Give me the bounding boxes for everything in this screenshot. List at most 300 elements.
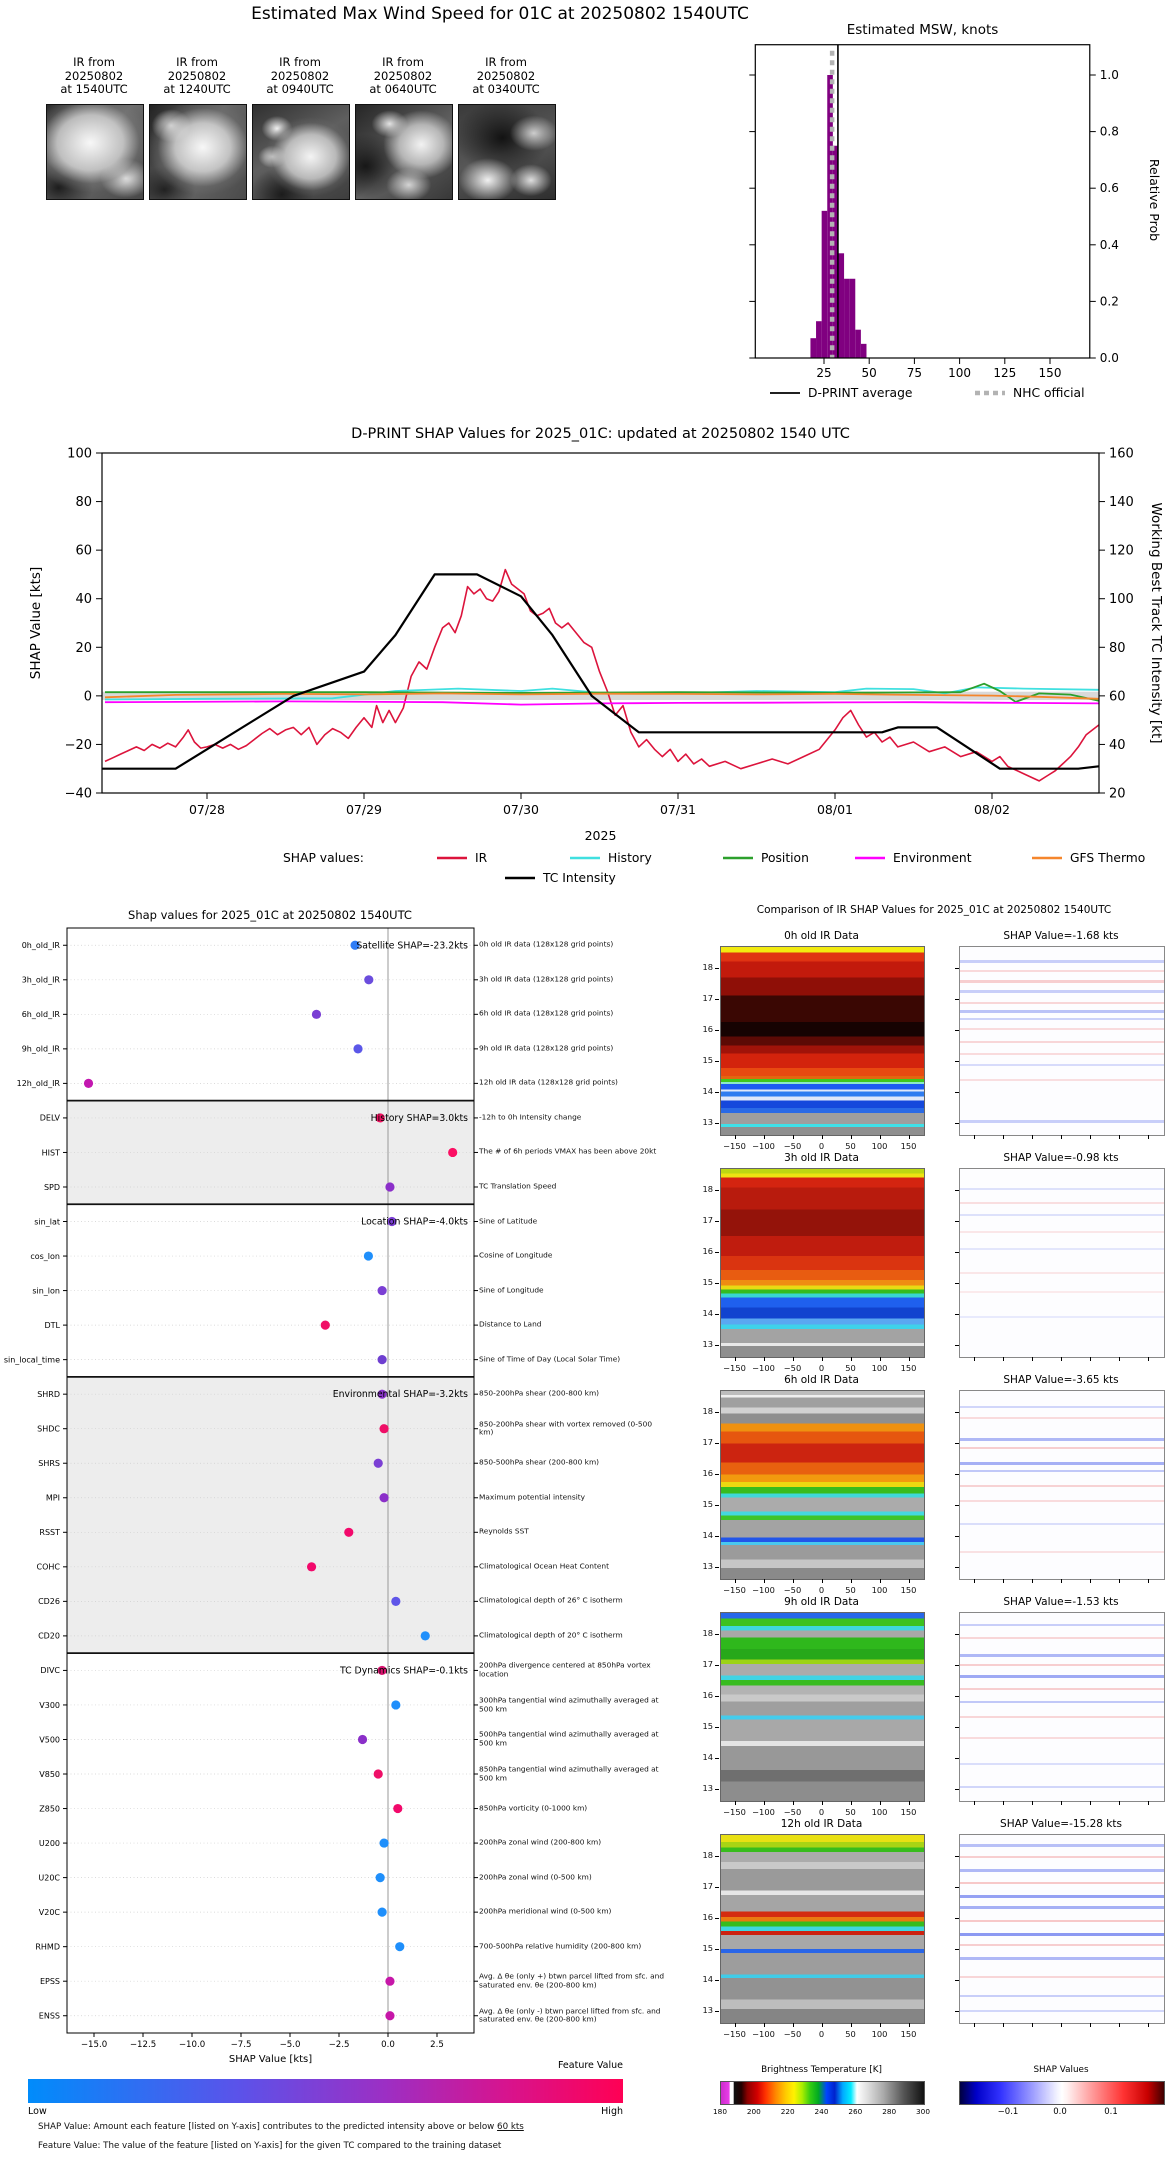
legend-label: IR (475, 851, 488, 865)
colorbar-high-label: High (601, 2106, 623, 2117)
heatmap-x-tick (909, 1357, 910, 1361)
ir-image-label-line: IR from (73, 55, 115, 69)
shap-stripe (960, 1763, 1164, 1765)
legend-label-dprint: D-PRINT average (808, 386, 913, 400)
heatmap-y-tick-label: 16 (702, 1246, 713, 1256)
feature-description: Avg. Δ θe (only -) btwn parcel lifted from sfc. and saturated env. θe (200-800 km) (479, 2006, 661, 2024)
shap-x-tick (1148, 1357, 1149, 1361)
ir-image-label-line: 20250802 (373, 68, 433, 83)
feature-description: The # of 6h periods VMAX has been above 20kt (479, 1147, 657, 1157)
heatmap-y-tick-label: 16 (702, 1468, 713, 1478)
shap-stripe (960, 1995, 1164, 1997)
shap-stripe (960, 1957, 1164, 1960)
shap-stripe (960, 1786, 1164, 1788)
heatmap-y-tick-label: 14 (702, 1086, 713, 1096)
shap-x-tick (1119, 1357, 1120, 1361)
shap-stripe (960, 960, 1164, 963)
histogram-bar (855, 330, 861, 358)
shap-x-tick (1061, 1579, 1062, 1583)
heatmap-x-tick (735, 2023, 736, 2027)
shap-dot-9h_old_IR (353, 1044, 362, 1053)
shap-stripe (960, 970, 1164, 972)
heatmap-y-tick-label: 18 (702, 1628, 713, 1638)
heatmap-y-tick-label: 18 (702, 1406, 713, 1416)
heatmap-x-tick (880, 1135, 881, 1139)
heatmap-y-tick-label: 16 (702, 1690, 713, 1700)
shap-x-tick (1003, 1801, 1004, 1805)
shap-x-tick (1148, 1135, 1149, 1139)
heatmap-x-tick (851, 1357, 852, 1361)
shap-panel-title: SHAP Value=-15.28 kts (1000, 1818, 1122, 1830)
heatmap-x-tick-label: 0 (818, 1141, 825, 1151)
shap-dot-CD20 (421, 1631, 430, 1640)
ir-heatmap (720, 1390, 925, 1580)
shap-stripe (960, 1844, 1164, 1847)
feature-description: 0h old IR data (128x128 grid points) (479, 939, 614, 949)
heatmap-x-tick (909, 1135, 910, 1139)
feature-label: SPD (43, 1182, 60, 1192)
shap-stripe (960, 1895, 1164, 1898)
heatmap-y-tick (715, 1314, 719, 1315)
shap-y-tick (955, 1696, 959, 1697)
bt-colorbar-tick-label: 300 (916, 2107, 930, 2116)
shap-x-tick (1119, 1801, 1120, 1805)
shap-dot-12h_old_IR (84, 1079, 93, 1088)
shap-dot-sin_local_time (378, 1355, 387, 1364)
heatmap-y-tick (715, 1887, 719, 1888)
y-tick-label-left: 20 (75, 640, 92, 656)
feature-label: sin_lat (34, 1217, 60, 1227)
heatmap-x-tick (909, 1801, 910, 1805)
feature-description: Cosine of Longitude (479, 1250, 553, 1260)
heatmap-y-tick-label: 15 (702, 1055, 713, 1065)
histogram-bar (844, 279, 850, 358)
shap-x-tick (1090, 1579, 1091, 1583)
feature-description: 200hPa zonal wind (200-800 km) (479, 1837, 602, 1847)
shap-y-tick (955, 1887, 959, 1888)
heatmap-y-tick (715, 1758, 719, 1759)
heatmap-y-tick-label: 18 (702, 962, 713, 972)
x-tick-label: 25 (816, 366, 832, 380)
feature-description: Reynolds SST (479, 1527, 529, 1536)
heatmap-x-tick-label: 0 (818, 1585, 825, 1595)
shap-heatmap (959, 1390, 1165, 1580)
histogram-bar (861, 344, 867, 358)
bt-colorbar-label: Brightness Temperature [K] (761, 2065, 882, 2075)
shap-stripe (960, 1316, 1164, 1318)
footnote-text: Feature Value: The value of the feature [listed on Y-axis] for the given TC compared to the training dataset (38, 2141, 502, 2151)
shap-heatmap (959, 1612, 1165, 1802)
shap-stripe (960, 1406, 1164, 1408)
x-tick-label: 07/29 (345, 802, 383, 817)
shap-stripe (960, 1028, 1164, 1030)
feature-description: Climatological depth of 20° C isotherm (479, 1630, 623, 1640)
heatmap-y-tick-label: 14 (702, 1530, 713, 1540)
shap-heatmap (959, 1834, 1165, 2024)
feature-description: 850-500hPa shear (200-800 km) (479, 1457, 600, 1467)
shap-x-tick (1090, 2023, 1091, 2027)
feature-label: V300 (39, 1700, 60, 1710)
heatmap-y-tick-label: 15 (702, 1721, 713, 1731)
shap-dot-V500 (358, 1735, 367, 1744)
shap-x-tick (974, 1579, 975, 1583)
heatmap-x-tick (735, 1579, 736, 1583)
feature-description: 3h old IR data (128x128 grid points) (479, 974, 614, 984)
shap-y-tick (955, 1061, 959, 1062)
histogram-bar (816, 321, 822, 358)
feature-label: 9h_old_IR (21, 1044, 60, 1054)
feature-description: Sine of Latitude (479, 1216, 538, 1226)
feature-description: Climatological depth of 26° C isotherm (479, 1596, 623, 1606)
feature-label: U200 (38, 1838, 60, 1848)
shap-y-tick (955, 1758, 959, 1759)
shap-stripe (960, 1272, 1164, 1274)
heatmap-x-tick-label: −100 (752, 1585, 775, 1595)
shap-stripe (960, 1002, 1164, 1004)
shap-stripe (960, 1231, 1164, 1233)
y-tick-label-left: 0 (83, 689, 92, 705)
heatmap-y-tick (715, 1856, 719, 1857)
shap-dot-EPSS (385, 1977, 394, 1986)
heatmap-x-tick-label: 100 (871, 1363, 888, 1373)
y-tick-label-right: 140 (1109, 495, 1134, 511)
shap-y-tick (955, 1727, 959, 1728)
shap-y-tick (955, 1665, 959, 1666)
heatmap-x-tick (822, 1357, 823, 1361)
feature-description: 12h old IR data (128x128 grid points) (479, 1078, 618, 1088)
heatmap-y-tick-label: 17 (702, 1215, 713, 1225)
feature-label: sin_lon (32, 1286, 60, 1296)
shap-x-tick (1003, 2023, 1004, 2027)
feature-description: 300hPa tangential wind azimuthally averaged at 500 km (479, 1695, 659, 1713)
ir-heatmap-title: 0h old IR Data (784, 930, 859, 942)
heatmap-x-tick (793, 2023, 794, 2027)
y-tick-label-left: −40 (64, 786, 92, 802)
x-tick-label: −5.0 (279, 2040, 301, 2050)
shap-dot-V850 (374, 1769, 383, 1778)
shap-dot-SHRS (374, 1459, 383, 1468)
x-tick-label: −2.5 (328, 2040, 350, 2050)
shap-x-tick (1032, 1801, 1033, 1805)
feature-label: ENSS (38, 2011, 60, 2021)
heatmap-x-tick-label: 50 (845, 1807, 856, 1817)
x-tick-label: −12.5 (129, 2040, 157, 2050)
shap-stripe (960, 1551, 1164, 1553)
feature-label: SHRD (37, 1389, 60, 1399)
shap-stripe (960, 1447, 1164, 1449)
legend-prefix: SHAP values: (283, 851, 364, 865)
shap-dot-RHMD (395, 1942, 404, 1951)
ir-image-label-line: IR from (279, 55, 321, 69)
shap-dot-SHDC (379, 1424, 388, 1433)
bt-colorbar-tick-label: 220 (780, 2107, 795, 2116)
shap-y-tick (955, 1789, 959, 1790)
x-tick-label: 100 (948, 366, 972, 380)
feature-label: SHRS (38, 1459, 60, 1469)
shap-y-tick (955, 1856, 959, 1857)
shap-dot-sin_lon (378, 1286, 387, 1295)
ir-heatmap-title: 9h old IR Data (784, 1596, 859, 1608)
y-tick-label: 1.0 (1099, 68, 1119, 82)
heatmap-y-tick (715, 1949, 719, 1950)
heatmap-y-tick-label: 14 (702, 1752, 713, 1762)
heatmap-y-tick-label: 13 (702, 2005, 713, 2015)
ir-image-label-line: IR from (485, 55, 527, 69)
heatmap-x-tick (822, 1579, 823, 1583)
shap-x-tick (1148, 1579, 1149, 1583)
feature-description: Sine of Longitude (479, 1285, 544, 1295)
ir-image-label-line: at 0940UTC (266, 82, 334, 96)
y-tick-label-left: 40 (75, 592, 92, 608)
ir-heatmap (720, 1612, 925, 1802)
bt-colorbar-tick-label: 280 (882, 2107, 897, 2116)
shap-x-tick (1061, 1801, 1062, 1805)
histogram-bar (810, 338, 816, 358)
feature-label: V20C (38, 1907, 60, 1917)
shap-dot-V300 (391, 1700, 400, 1709)
x-axis-label: SHAP Value [kts] (228, 2054, 313, 2065)
heatmap-y-tick (715, 1221, 719, 1222)
feature-label: RHMD (35, 1942, 60, 1952)
heatmap-y-tick (715, 1030, 719, 1031)
heatmap-y-tick-label: 13 (702, 1783, 713, 1793)
shap-heatmap (959, 1168, 1165, 1358)
shap-stripe (960, 1737, 1164, 1739)
heatmap-y-tick (715, 1443, 719, 1444)
y-tick-label: 0.2 (1099, 294, 1119, 309)
y-axis-label-left: SHAP Value [kts] (28, 566, 44, 680)
y-tick-label: 0.6 (1099, 181, 1119, 196)
shap-y-tick (955, 1412, 959, 1413)
shap-stripe (960, 1654, 1164, 1657)
shap-y-tick (955, 1221, 959, 1222)
shap-stripe (960, 1856, 1164, 1858)
shap-stripe (960, 1120, 1164, 1123)
footnote-shap-value (38, 2122, 678, 2132)
y-tick-label: 0.8 (1099, 124, 1119, 139)
feature-label: COHC (36, 1562, 60, 1572)
heatmap-y-tick-label: 15 (702, 1943, 713, 1953)
shap-x-tick (1061, 1135, 1062, 1139)
legend-label: TC Intensity (543, 871, 616, 885)
shap-stripe (960, 2010, 1164, 2012)
shap-stripe (960, 1869, 1164, 1872)
page-title: Estimated Max Wind Speed for 01C at 20250802 1540UTC (251, 4, 749, 24)
heatmap-x-tick-label: 150 (900, 1807, 917, 1817)
heatmap-y-tick (715, 1918, 719, 1919)
shap-y-tick (955, 1190, 959, 1191)
heatmap-x-tick (880, 1579, 881, 1583)
y-tick-label-right: 20 (1109, 786, 1126, 802)
heatmap-x-tick-label: 100 (871, 1807, 888, 1817)
heatmap-x-tick-label: −100 (752, 2029, 775, 2039)
shap-stripe (960, 1976, 1164, 1978)
footnote-feature-value (38, 2141, 678, 2151)
y-tick-label-right: 120 (1109, 543, 1134, 559)
heatmap-x-tick-label: −100 (752, 1807, 775, 1817)
shap-dot-COHC (307, 1562, 316, 1571)
heatmap-x-tick-label: 100 (871, 1141, 888, 1151)
ir-image-label-line: at 1540UTC (60, 82, 128, 96)
feature-label: U20C (38, 1873, 60, 1883)
timeseries-title: D-PRINT SHAP Values for 2025_01C: updated at 20250802 1540 UTC (351, 426, 850, 442)
shap-y-tick (955, 1918, 959, 1919)
feature-description: 700-500hPa relative humidity (200-800 km) (479, 1941, 642, 1951)
shap-y-tick (955, 1092, 959, 1093)
x-axis-label: 2025 (584, 828, 617, 843)
shap-y-tick (955, 1345, 959, 1346)
heatmap-y-tick (715, 999, 719, 1000)
heatmap-x-tick (822, 1135, 823, 1139)
shap-dot-HIST (448, 1148, 457, 1157)
heatmap-x-tick (880, 1357, 881, 1361)
heatmap-y-tick-label: 13 (702, 1561, 713, 1571)
histogram-bar (838, 253, 844, 358)
heatmap-y-tick (715, 1123, 719, 1124)
heatmap-x-tick-label: 50 (845, 1141, 856, 1151)
heatmap-y-tick (715, 1696, 719, 1697)
shap-x-tick (1090, 1357, 1091, 1361)
shap-stripe (960, 1882, 1164, 1884)
shap-y-tick (955, 1980, 959, 1981)
feature-label: CD20 (38, 1631, 60, 1641)
shap-y-tick (955, 1123, 959, 1124)
shap-stripe (960, 1291, 1164, 1293)
bt-colorbar-tick-label: 200 (746, 2107, 761, 2116)
ir-image-label-line: 20250802 (167, 68, 227, 83)
shap-dot-ENSS (385, 2011, 394, 2020)
shap-y-tick (955, 1314, 959, 1315)
feature-value-colorbar (28, 2079, 623, 2103)
heatmap-x-tick (735, 1801, 736, 1805)
shap-dot-V20C (378, 1908, 387, 1917)
shap-stripe (960, 990, 1164, 993)
shap-stripe (960, 1188, 1164, 1190)
heatmap-x-tick (851, 2023, 852, 2027)
shap-y-tick (955, 999, 959, 1000)
ir-image-label-line: 20250802 (64, 68, 124, 83)
shap-stripe (960, 1675, 1164, 1678)
heatmap-x-tick-label: 0 (818, 1807, 825, 1817)
shap-stripe (960, 1041, 1164, 1043)
heatmap-x-tick (822, 1801, 823, 1805)
y-tick-label-right: 40 (1109, 737, 1126, 753)
shap-dot-cos_lon (364, 1251, 373, 1260)
shap-timeseries-chart (0, 412, 1168, 890)
legend-label: History (608, 851, 652, 865)
shap-stripe (960, 1637, 1164, 1639)
shap-x-tick (1119, 1135, 1120, 1139)
heatmap-x-tick (793, 1579, 794, 1583)
bt-colorbar-tick-label: 180 (713, 2107, 727, 2116)
feature-label: 6h_old_IR (21, 1010, 60, 1020)
feature-label: V850 (39, 1769, 60, 1779)
shap-panel-title: SHAP Value=-1.53 kts (1003, 1596, 1119, 1608)
heatmap-x-tick-label: 50 (845, 2029, 856, 2039)
x-tick-label: 0.0 (381, 2040, 395, 2050)
shap-stripe (960, 1214, 1164, 1216)
y-tick-label: 0.4 (1099, 237, 1119, 252)
x-tick-label: 75 (906, 366, 923, 380)
ir-image-label-line: at 1240UTC (163, 82, 231, 96)
feature-label: DIVC (40, 1666, 60, 1676)
feature-label: sin_local_time (3, 1355, 60, 1365)
y-axis-label-right: Working Best Track TC Intensity [kt] (1148, 502, 1164, 744)
heatmap-y-tick-label: 17 (702, 993, 713, 1003)
shap-dot-6h_old_IR (312, 1010, 321, 1019)
heatmap-x-tick-label: −150 (723, 2029, 746, 2039)
feature-description: 200hPa zonal wind (0-500 km) (479, 1872, 592, 1882)
shap-dot-CD26 (391, 1597, 400, 1606)
heatmap-x-tick-label: −150 (723, 1363, 746, 1373)
heatmap-y-tick (715, 1634, 719, 1635)
heatmap-y-tick (715, 1727, 719, 1728)
shap-dot-U200 (379, 1838, 388, 1847)
feature-description: -12h to 0h Intensity change (479, 1112, 582, 1122)
heatmap-y-tick-label: 17 (702, 1659, 713, 1669)
shap-heatmap (959, 946, 1165, 1136)
shap-stripe (960, 1079, 1164, 1081)
feature-label: CD26 (38, 1597, 60, 1607)
feature-label: DTL (44, 1320, 60, 1330)
shap-stripe (960, 1933, 1164, 1936)
heatmap-x-tick-label: 100 (871, 1585, 888, 1595)
heatmap-y-tick (715, 1190, 719, 1191)
heatmap-y-tick (715, 1980, 719, 1981)
heatmap-y-tick (715, 1283, 719, 1284)
histogram-frame (755, 45, 1089, 358)
shap-y-tick (955, 1505, 959, 1506)
heatmap-y-tick-label: 15 (702, 1499, 713, 1509)
heatmap-x-tick (909, 1579, 910, 1583)
feature-label: HIST (41, 1148, 60, 1158)
shap-x-tick (974, 2023, 975, 2027)
shap-stripe (960, 1688, 1164, 1690)
shap-y-tick (955, 968, 959, 969)
y-tick-label-right: 100 (1109, 592, 1134, 608)
shap-dot-DTL (321, 1321, 330, 1330)
heatmap-x-tick-label: −150 (723, 1585, 746, 1595)
shap-x-tick (1119, 1579, 1120, 1583)
shap-y-tick (955, 1474, 959, 1475)
feature-description: 200hPa divergence centered at 850hPa vortex location (479, 1660, 651, 1679)
shap-stripe (960, 1624, 1164, 1626)
heatmap-x-tick-label: 50 (845, 1363, 856, 1373)
shap-stripe (960, 1701, 1164, 1703)
group-header: Satellite SHAP=-23.2kts (356, 940, 468, 952)
feature-description: 500hPa tangential wind azimuthally averaged at 500 km (479, 1729, 659, 1748)
feature-label: Z850 (39, 1804, 60, 1814)
x-tick-label: −15.0 (80, 2040, 108, 2050)
feature-description: Avg. Δ θe (only +) btwn parcel lifted from sfc. and saturated env. θe (200-800 km) (479, 1971, 665, 1990)
feature-description: 9h old IR data (128x128 grid points) (479, 1043, 614, 1053)
heatmap-x-tick-label: 150 (900, 1141, 917, 1151)
feature-description: 850hPa tangential wind azimuthally averaged at 500 km (479, 1764, 659, 1783)
feature-label: 3h_old_IR (21, 975, 60, 985)
shap-y-tick (955, 1252, 959, 1253)
heatmap-y-tick (715, 2011, 719, 2012)
heatmap-y-tick (715, 1092, 719, 1093)
x-tick-label: 2.5 (430, 2040, 444, 2050)
shap-stripe (960, 980, 1164, 983)
heatmap-y-tick-label: 17 (702, 1881, 713, 1891)
shap-stripe (960, 1248, 1164, 1250)
feature-description: Climatological Ocean Heat Content (479, 1561, 609, 1571)
shap-stripe (960, 1018, 1164, 1020)
heatmap-x-tick (880, 2023, 881, 2027)
feature-description: 200hPa meridional wind (0-500 km) (479, 1906, 612, 1916)
heatmap-x-tick-label: 0 (818, 1363, 825, 1373)
